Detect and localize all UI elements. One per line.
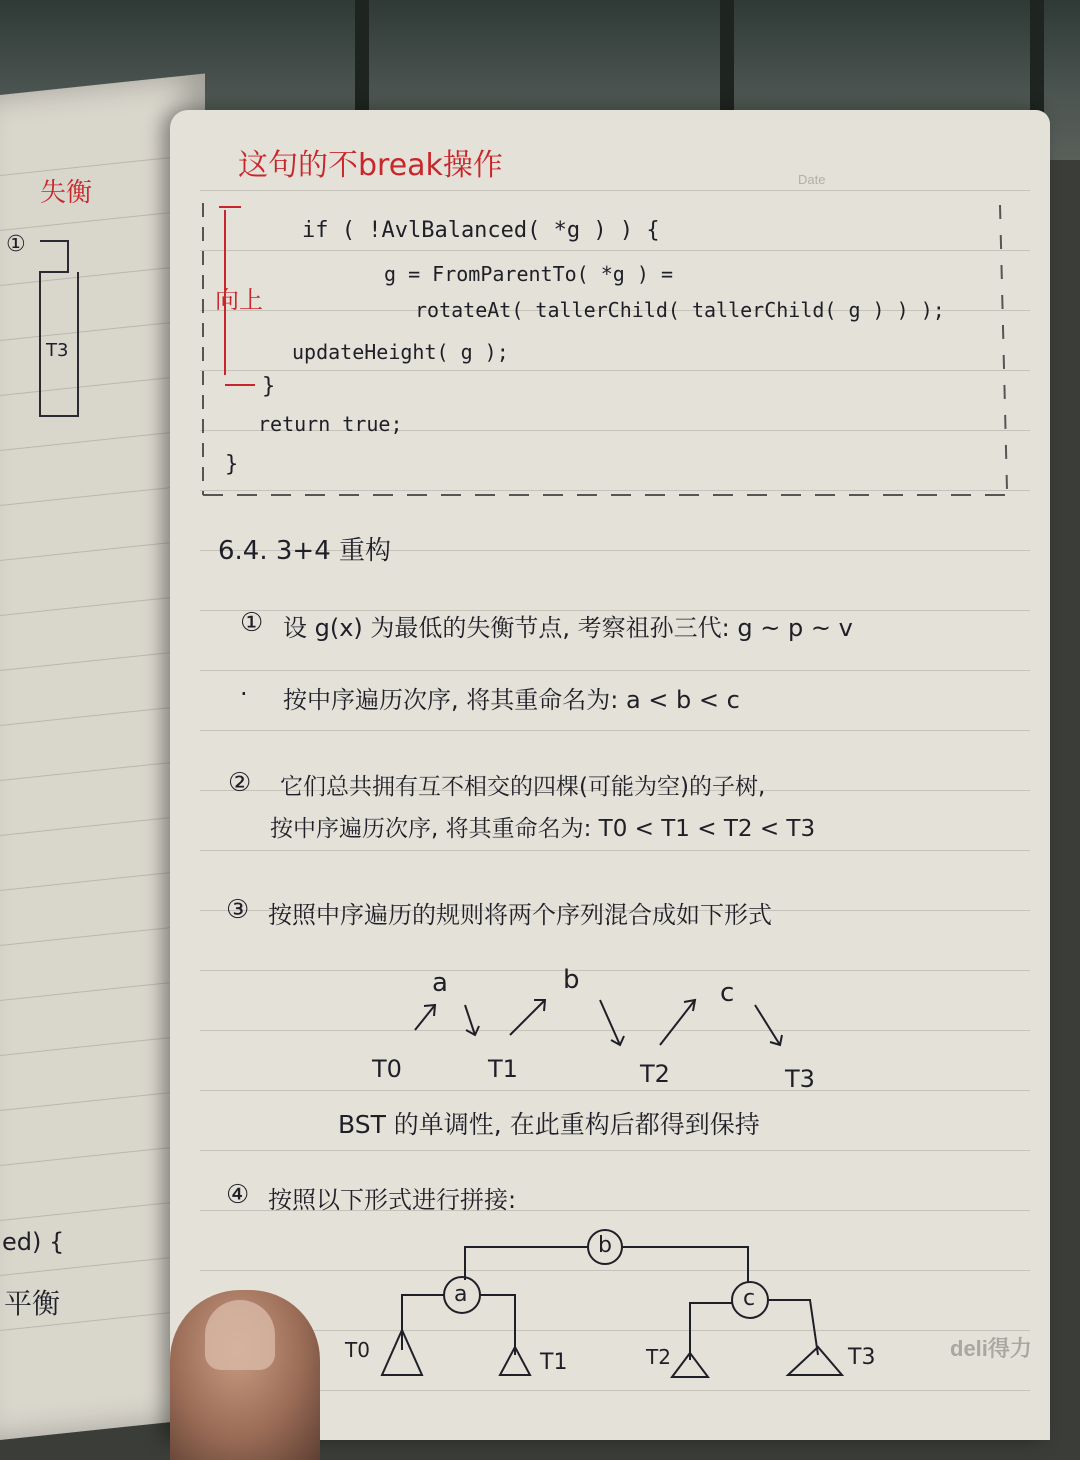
tree-node-a: a xyxy=(454,1282,468,1307)
left-subtree-label: T3 xyxy=(46,340,69,361)
item-text-1: 设 g(x) 为最低的失衡节点, 考察祖孙三代: g ~ p ~ v xyxy=(283,614,853,642)
item-text-3b: 按中序遍历次序, 将其重命名为: T0 < T1 < T2 < T3 xyxy=(270,816,816,842)
code-margin-note: 向上 xyxy=(215,286,263,314)
left-step-number: ① xyxy=(6,232,26,257)
sequence-subtree-t0: T0 xyxy=(372,1055,402,1083)
tree-leaf-t0: T0 xyxy=(345,1338,370,1362)
left-heading: 失衡 xyxy=(40,178,93,208)
left-code-fragment: ed) { xyxy=(2,1228,65,1256)
sequence-subtree-t3: T3 xyxy=(785,1065,815,1093)
item-text-3: 它们总共拥有互不相交的四棵(可能为空)的子树, xyxy=(280,774,766,800)
code-line-6: return true; xyxy=(258,412,403,436)
sequence-node-a: a xyxy=(432,968,448,998)
item-number-2: · xyxy=(240,680,248,708)
tree-leaf-t3: T3 xyxy=(848,1345,876,1370)
tree-root-b: b xyxy=(598,1233,612,1258)
code-line-1: if ( !AvlBalanced( *g ) ) { xyxy=(302,218,660,243)
item-number-4: ③ xyxy=(226,895,250,925)
item-number-1: ① xyxy=(240,608,264,638)
section-title: 6.4. 3+4 重构 xyxy=(218,536,392,566)
sequence-subtree-t2: T2 xyxy=(640,1060,670,1088)
tree-leaf-t2: T2 xyxy=(646,1345,671,1369)
sequence-node-c: c xyxy=(720,978,735,1008)
sequence-subtree-t1: T1 xyxy=(488,1055,518,1083)
code-line-7: } xyxy=(225,452,239,477)
item-text-5: 按照以下形式进行拼接: xyxy=(268,1186,517,1214)
item-number-5: ④ xyxy=(226,1180,250,1210)
restructured-tree-diagram xyxy=(330,1225,910,1390)
item-text-4: 按照中序遍历的规则将两个序列混合成如下形式 xyxy=(268,901,772,929)
left-subtree-diagram xyxy=(30,236,130,426)
code-heading: 这句的不break操作 xyxy=(238,148,503,183)
tree-node-c: c xyxy=(743,1286,756,1311)
code-line-5: } xyxy=(262,374,276,399)
bst-note: BST 的单调性, 在此重构后都得到保持 xyxy=(338,1110,760,1139)
thumb-nail xyxy=(205,1300,275,1370)
code-line-3: rotateAt( tallerChild( tallerChild( g ) ) ); xyxy=(415,298,945,322)
left-text-fragment: 平衡 xyxy=(4,1287,61,1320)
date-label: Date xyxy=(798,172,826,187)
brand-logo: deli得力 xyxy=(950,1336,1032,1361)
inorder-sequence-diagram xyxy=(360,960,830,1100)
code-line-4: updateHeight( g ); xyxy=(292,340,509,364)
tree-leaf-t1: T1 xyxy=(540,1350,568,1375)
sequence-node-b: b xyxy=(563,965,580,995)
item-text-2: 按中序遍历次序, 将其重命名为: a < b < c xyxy=(283,686,740,714)
code-line-2: g = FromParentTo( *g ) = xyxy=(384,262,673,286)
item-number-3: ② xyxy=(228,768,252,798)
